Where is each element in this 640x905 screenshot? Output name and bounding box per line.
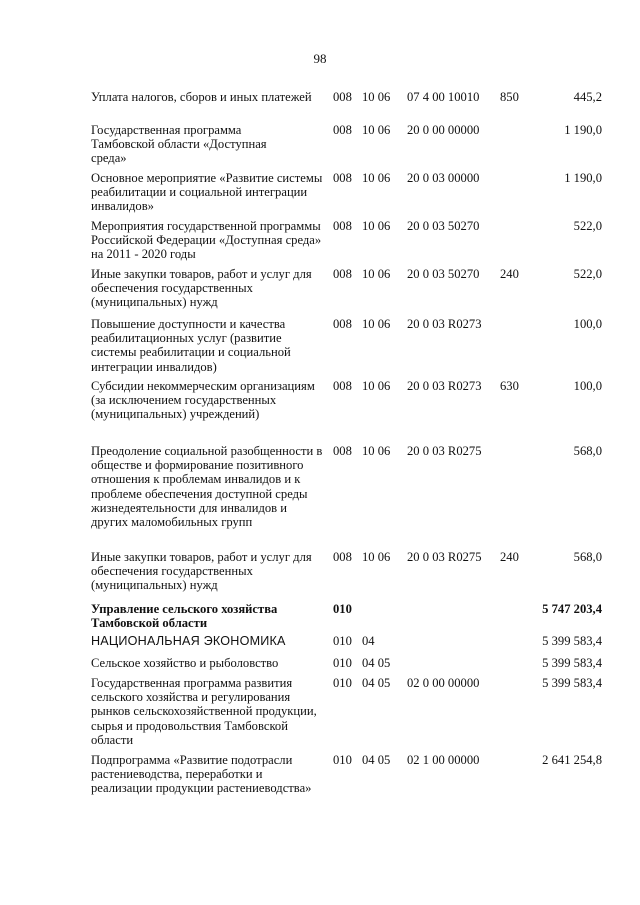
row-section: 10 06 [362,550,391,564]
row-sum: 100,0 [573,379,602,393]
row-section: 10 06 [362,123,391,137]
row-target-article: 02 1 00 00000 [407,753,480,767]
row-name: Иные закупки товаров, работ и услуг для обеспечения государственных (муниципальных) нужд [91,550,312,593]
row-ved: 010 [333,676,352,690]
row-sum: 522,0 [573,267,602,281]
row-sum: 5 399 583,4 [542,634,602,648]
row-section: 10 06 [362,444,391,458]
row-sum: 5 399 583,4 [542,676,602,690]
row-target-article: 20 0 03 R0273 [407,379,482,393]
row-name: НАЦИОНАЛЬНАЯ ЭКОНОМИКА [91,634,286,648]
row-name: Подпрограмма «Развитие подотрасли растениеводства, переработки и реализации продукции растениеводства» [91,753,312,796]
row-section: 10 06 [362,90,391,104]
row-name: Уплата налогов, сборов и иных платежей [91,90,312,104]
row-ved: 008 [333,317,352,331]
row-section: 04 [362,634,375,648]
row-ved: 008 [333,444,352,458]
row-ved: 010 [333,634,352,648]
row-target-article: 07 4 00 10010 [407,90,480,104]
row-sum: 2 641 254,8 [542,753,602,767]
row-target-article: 20 0 03 R0273 [407,317,482,331]
page-number: 98 [313,51,327,66]
row-sum: 5 399 583,4 [542,656,602,670]
row-sum: 5 747 203,4 [542,602,602,616]
row-expense-type: 240 [500,267,519,281]
row-sum: 1 190,0 [564,171,602,185]
row-ved: 008 [333,123,352,137]
row-target-article: 02 0 00 00000 [407,676,480,690]
row-ved: 010 [333,656,352,670]
row-section: 10 06 [362,379,391,393]
row-target-article: 20 0 03 R0275 [407,550,482,564]
row-name: Преодоление социальной разобщенности в обществе и формирование позитивного отношения к проблемам инвалидов и к проблеме обеспечения доступной среды жизнедеятельности для инвалидов и других маломобильных групп [91,444,323,530]
row-name: Основное мероприятие «Развитие системы реабилитации и социальной интеграции инвалидов» [91,171,323,214]
row-target-article: 20 0 03 00000 [407,171,480,185]
row-target-article: 20 0 03 R0275 [407,444,482,458]
row-name: Управление сельского хозяйства Тамбовской области [91,602,278,631]
row-sum: 568,0 [573,550,602,564]
row-section: 10 06 [362,317,391,331]
row-target-article: 20 0 03 50270 [407,219,480,233]
row-name: Мероприятия государственной программы Российской Федерации «Доступная среда» на 2011 - 2020 годы [91,219,322,262]
row-expense-type: 240 [500,550,519,564]
row-target-article: 20 0 03 50270 [407,267,480,281]
row-section: 10 06 [362,267,391,281]
row-name: Субсидии некоммерческим организациям (за исключением государственных (муниципальных) учреждений) [91,379,315,422]
row-target-article: 20 0 00 00000 [407,123,480,137]
row-name: Повышение доступности и качества реабилитационных услуг (развитие системы реабилитации и социальной интеграции инвалидов) [91,317,291,374]
row-expense-type: 850 [500,90,519,104]
row-ved: 008 [333,379,352,393]
row-section: 04 05 [362,656,391,670]
row-name: Сельское хозяйство и рыболовство [91,656,279,670]
row-sum: 1 190,0 [564,123,602,137]
row-name: Государственная программа развития сельского хозяйства и регулирования рынков сельскохозяйственной продукции, сырья и продовольствия Тамбовской области [91,676,317,747]
row-name: Иные закупки товаров, работ и услуг для обеспечения государственных (муниципальных) нужд [91,267,312,310]
row-section: 10 06 [362,219,391,233]
row-sum: 445,2 [573,90,602,104]
row-section: 10 06 [362,171,391,185]
row-ved: 008 [333,171,352,185]
row-ved: 008 [333,550,352,564]
row-sum: 100,0 [573,317,602,331]
row-sum: 568,0 [573,444,602,458]
row-sum: 522,0 [573,219,602,233]
row-expense-type: 630 [500,379,519,393]
row-ved: 008 [333,219,352,233]
row-section: 04 05 [362,676,391,690]
row-ved: 008 [333,267,352,281]
row-ved: 010 [333,753,352,767]
row-ved: 008 [333,90,352,104]
row-name: Государственная программа Тамбовской области «Доступная среда» [91,123,267,166]
row-ved: 010 [333,602,352,616]
row-section: 04 05 [362,753,391,767]
